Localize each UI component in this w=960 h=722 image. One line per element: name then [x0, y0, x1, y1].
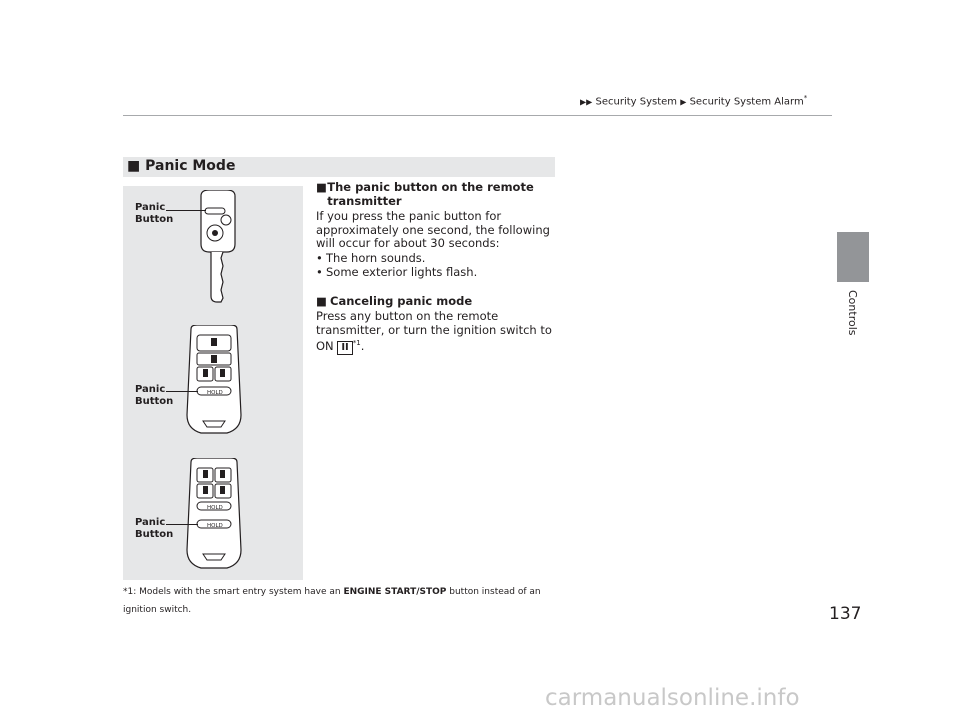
header-divider — [123, 115, 832, 116]
panic-button-label — [135, 517, 173, 541]
page-number: 137 — [829, 604, 862, 624]
subheading-marker-icon: ■ — [316, 293, 327, 308]
list-item — [316, 252, 556, 266]
main-text — [316, 181, 556, 355]
subheading-panic-button — [316, 181, 556, 208]
panic-button-label — [135, 384, 173, 408]
paragraph-text: Press any button on the remote transmitter, or turn the ignition switch to ON — [316, 309, 552, 353]
footnote-ref[interactable]: *1 — [352, 339, 361, 347]
smart-key-illustration — [183, 325, 245, 435]
breadcrumb — [580, 94, 807, 107]
section-marker-icon: ■ — [127, 158, 141, 174]
list-item-text: The horn sounds. — [326, 250, 426, 265]
panic-label-line2: Button — [135, 529, 174, 540]
leader-line — [166, 210, 206, 211]
breadcrumb-star: * — [803, 94, 808, 102]
subheading-text: Canceling panic mode — [330, 293, 473, 308]
ignition-on-badge: II — [337, 341, 352, 355]
breadcrumb-item-security-system[interactable]: Security System — [595, 96, 678, 108]
chapter-tab[interactable] — [837, 232, 869, 282]
panic-label-line2: Button — [135, 396, 174, 407]
subheading-marker-icon: ■ — [316, 180, 327, 194]
breadcrumb-arrow-icon: ▶▶ — [580, 97, 593, 107]
footnote-prefix: *1: Models with the smart entry system have an — [123, 587, 341, 597]
panic-label-line1: Panic — [135, 202, 166, 213]
breadcrumb-arrow-icon: ▶ — [680, 97, 687, 107]
section-title — [127, 158, 235, 174]
subheading-canceling — [316, 295, 556, 309]
bullet-icon: • — [316, 265, 323, 279]
panic-label-line1: Panic — [135, 517, 166, 528]
footnote-suffix: button instead of an ignition switch. — [123, 587, 541, 615]
subheading-text: The panic button on the remote transmitter — [327, 180, 534, 208]
section-title-text: Panic Mode — [145, 158, 236, 174]
leader-line — [166, 524, 198, 525]
list-item — [316, 266, 556, 280]
footnote-bold: ENGINE START/STOP — [343, 587, 447, 597]
footnote — [123, 583, 563, 619]
list-item-text: Some exterior lights flash. — [326, 265, 478, 279]
smart-key-power-door-illustration — [183, 458, 245, 570]
hold-label: HOLD — [207, 505, 223, 511]
paragraph-end: . — [360, 338, 365, 353]
hold-label: HOLD — [207, 523, 223, 529]
panic-label-line1: Panic — [135, 384, 166, 395]
breadcrumb-item-alarm[interactable]: Security System Alarm — [689, 96, 804, 108]
panic-button-label — [135, 202, 173, 226]
leader-line — [166, 391, 198, 392]
panic-label-line2: Button — [135, 214, 174, 225]
chapter-tab-label: Controls — [846, 290, 859, 336]
paragraph: If you press the panic button for approximately one second, the following will occur for about 30 seconds: — [316, 209, 550, 250]
paragraph — [316, 310, 556, 355]
key-fob-illustration — [195, 190, 241, 304]
watermark: carmanualsonline.info — [545, 685, 800, 711]
bullet-icon: • — [316, 250, 323, 265]
hold-label: HOLD — [207, 390, 223, 396]
